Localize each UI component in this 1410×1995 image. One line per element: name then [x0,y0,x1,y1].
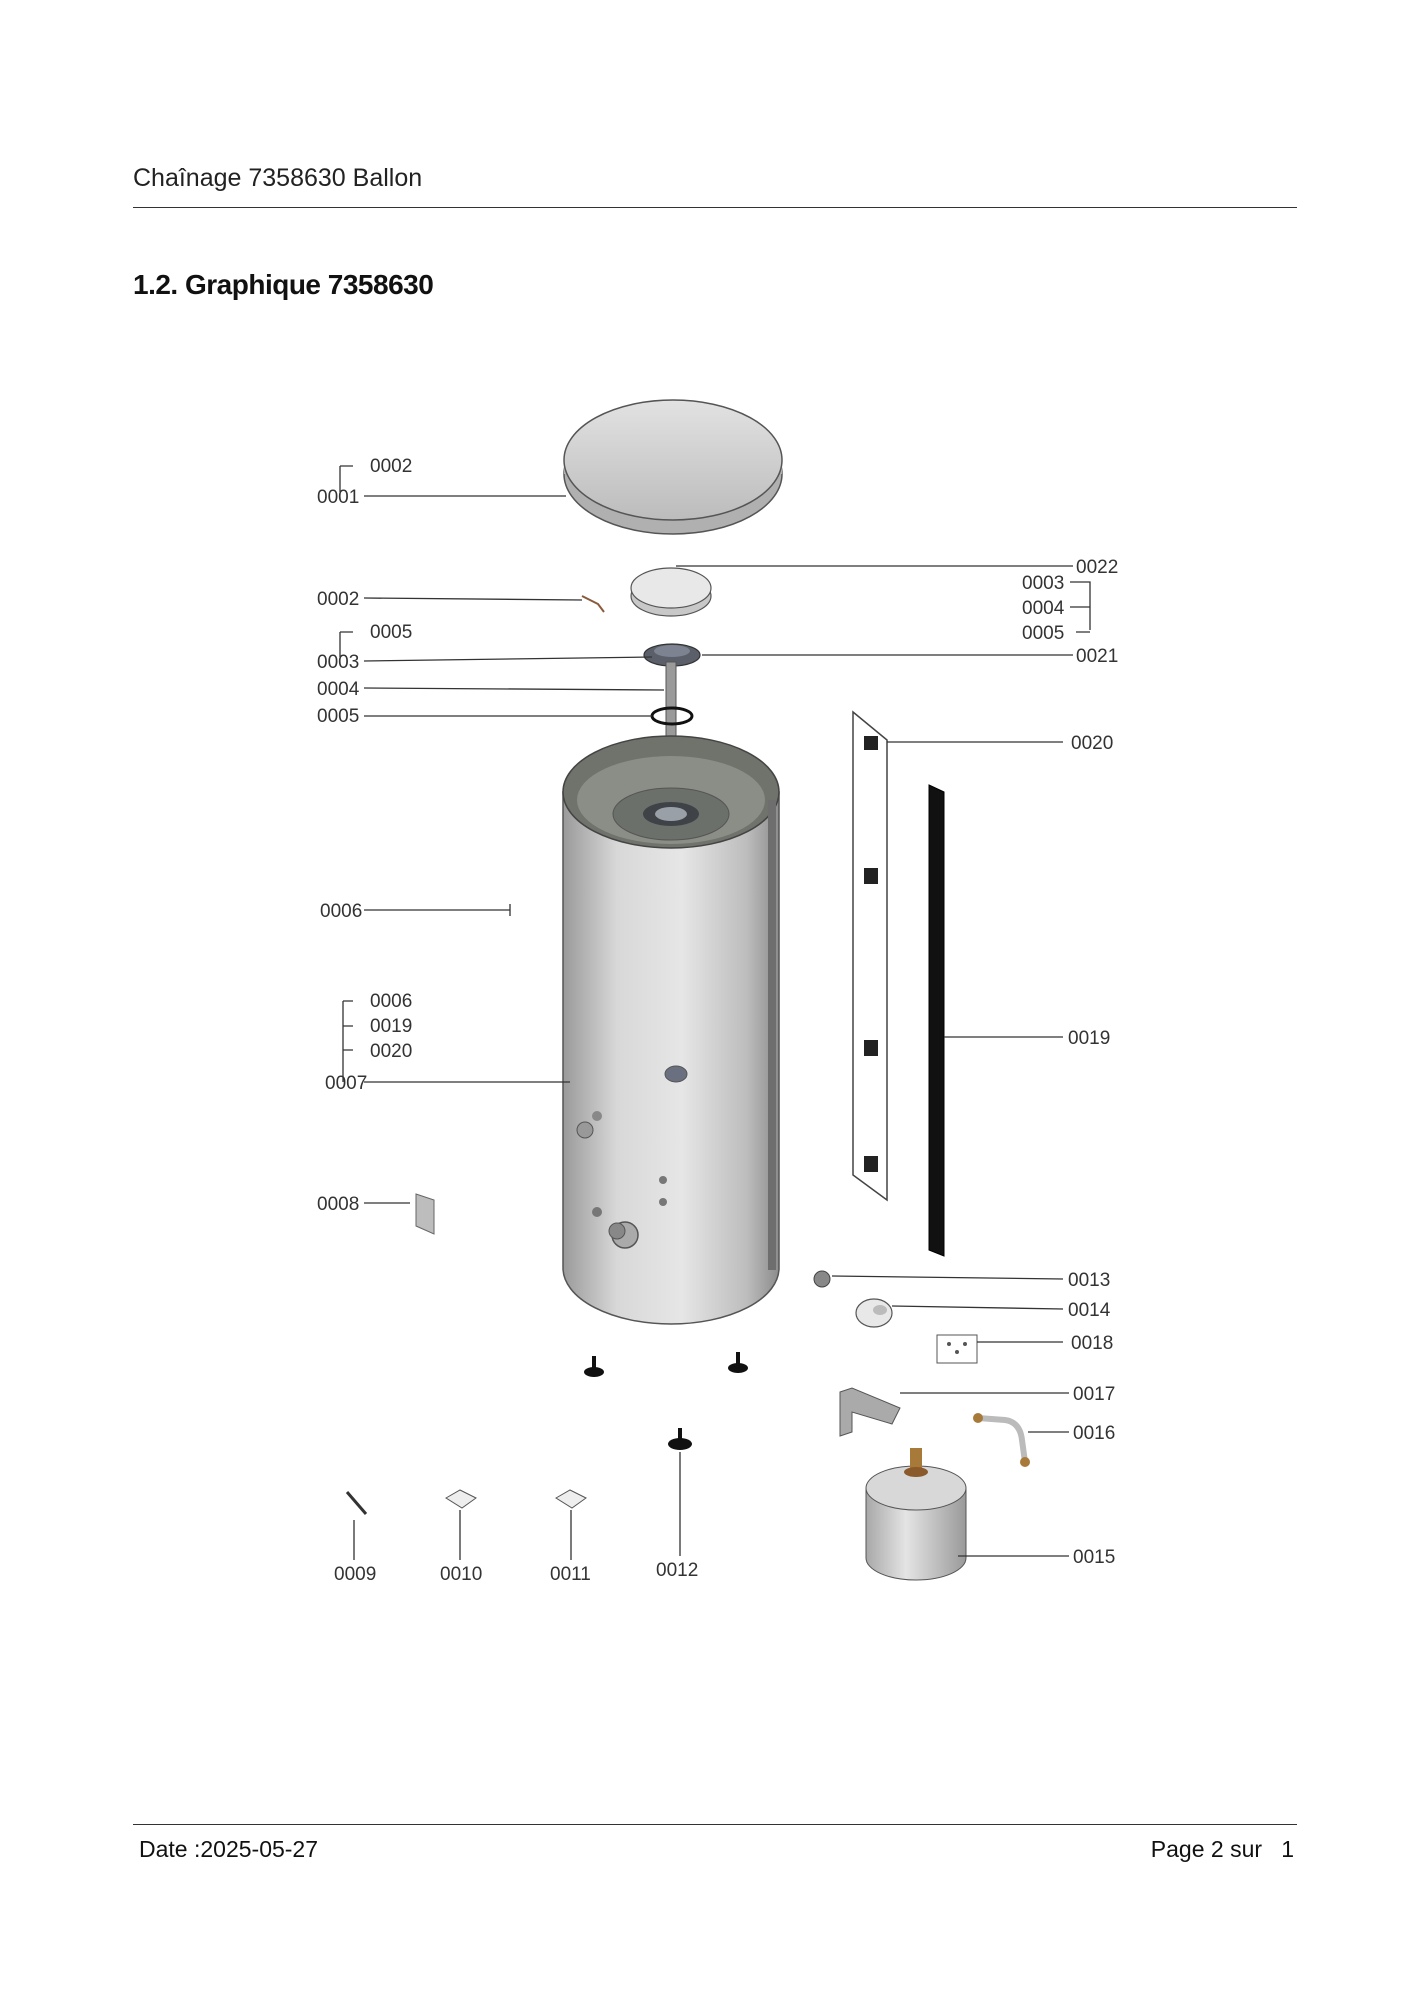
part-tank [563,736,779,1324]
part-side-panel [853,712,887,1200]
footer-date: Date :2025-05-27 [139,1836,319,1862]
callout-0004: 0004 [317,679,360,700]
part-plug [814,1271,830,1287]
callout-0005: 0005 [1022,623,1065,644]
callout-0020: 0020 [370,1041,413,1062]
part-clip-0011 [556,1490,586,1508]
running-title: Chaînage 7358630 Ballon [133,164,423,192]
part-clip-0010 [446,1490,476,1508]
callout-0015: 0015 [1073,1547,1116,1568]
callout-0006: 0006 [320,901,363,922]
part-small-plate [937,1335,977,1363]
callout-0018: 0018 [1071,1333,1114,1354]
callout-0011: 0011 [550,1564,591,1585]
section-heading: 1.2. Graphique 7358630 [133,269,434,300]
callout-0020: 0020 [1071,733,1114,754]
callout-0019: 0019 [370,1016,413,1037]
callout-0004: 0004 [1022,598,1065,619]
callout-0022: 0022 [1076,557,1119,578]
part-pipe [973,1413,1030,1467]
callout-0009: 0009 [334,1564,377,1585]
callout-0016: 0016 [1073,1423,1116,1444]
callout-0013: 0013 [1068,1270,1111,1291]
callout-0003: 0003 [317,652,360,673]
callout-0019: 0019 [1068,1028,1111,1049]
part-label-plate [416,1194,434,1234]
part-screw [347,1492,366,1514]
part-inner-cap [631,568,711,616]
callout-0007: 0007 [325,1073,368,1094]
callout-0002: 0002 [317,589,360,610]
part-bushing [856,1299,892,1327]
part-top-cover [564,400,782,534]
part-trim-strip [929,785,944,1256]
part-foot [584,1352,748,1450]
part-expansion-vessel [866,1448,966,1580]
callout-0021: 0021 [1076,646,1119,667]
callout-0005: 0005 [370,622,413,643]
callout-0017: 0017 [1073,1384,1116,1405]
footer-rule [133,1824,1297,1825]
callout-0010: 0010 [440,1564,483,1585]
callout-0012: 0012 [656,1560,699,1581]
callout-0006: 0006 [370,991,413,1012]
part-bracket [840,1388,900,1436]
callout-0005: 0005 [317,706,360,727]
callout-0001: 0001 [317,487,360,508]
part-small-clip [582,596,604,612]
callout-0014: 0014 [1068,1300,1111,1321]
callout-0003: 0003 [1022,573,1065,594]
callout-0008: 0008 [317,1194,360,1215]
callout-0002: 0002 [370,456,413,477]
footer-page-number: Page 2 sur 1 [1150,1836,1294,1862]
